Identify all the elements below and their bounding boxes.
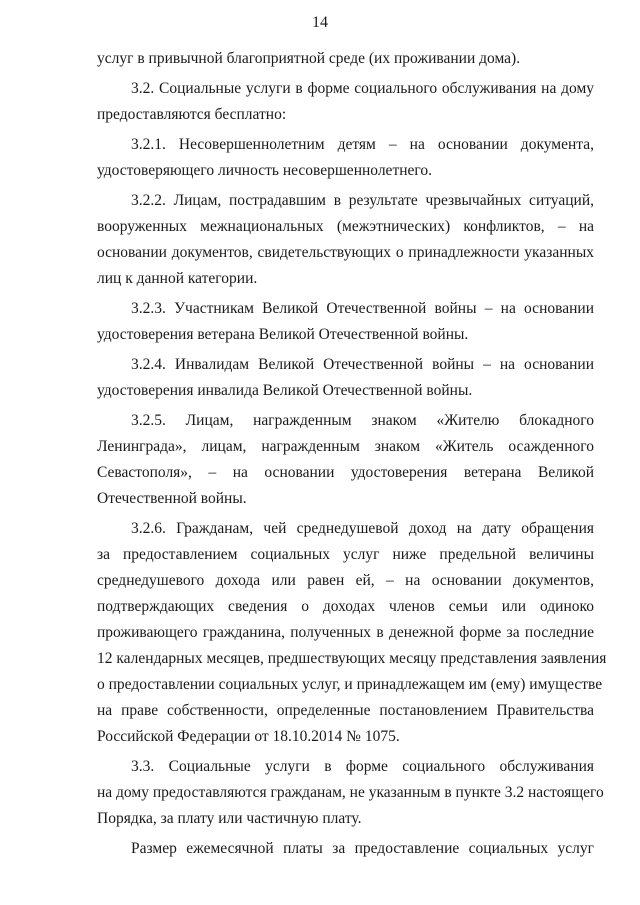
- text-line: удостоверения ветерана Великой Отечественной войны.: [97, 326, 469, 343]
- text-line: Ленинграда», лицам, награжденным знаком «Житель осажденного: [97, 438, 594, 455]
- text-line: Отечественной войны.: [97, 490, 247, 507]
- text-line: Севастополя», – на основании удостоверения ветерана Великой: [97, 464, 594, 481]
- paragraph: [97, 296, 594, 348]
- text-line: среднедушевого дохода или равен ей, – на основании документов,: [97, 572, 594, 589]
- paragraph: [97, 76, 594, 128]
- text-line: за предоставлением социальных услуг ниже предельной величины: [97, 546, 594, 563]
- text-line: лиц к данной категории.: [97, 270, 258, 287]
- text-line: 3.2.4. Инвалидам Великой Отечественной войны – на основании: [131, 356, 594, 373]
- text-line: 3.3. Социальные услуги в форме социального обслуживания: [131, 758, 594, 775]
- text-line: 3.2. Социальные услуги в форме социального обслуживания на дому: [131, 80, 594, 97]
- text-line: Российской Федерации от 18.10.2014 № 1075.: [97, 728, 400, 745]
- text-line: на праве собственности, определенные постановлением Правительства: [97, 702, 594, 719]
- paragraph: [97, 188, 594, 292]
- page-number: 14: [312, 14, 328, 31]
- text-line: удостоверяющего личность несовершеннолетнего.: [97, 162, 432, 179]
- text-line: основании документов, свидетельствующих о принадлежности указанных: [97, 244, 594, 261]
- text-line: Порядка, за плату или частичную плату.: [97, 810, 362, 827]
- paragraph: [97, 352, 594, 404]
- text-line: 3.2.6. Гражданам, чей среднедушевой доход на дату обращения: [131, 520, 594, 537]
- text-line: 3.2.1. Несовершеннолетним детям – на основании документа,: [131, 136, 594, 153]
- text-line: предоставляются бесплатно:: [97, 106, 287, 123]
- text-line: на дому предоставляются гражданам, не указанным в пункте 3.2 настоящего: [97, 784, 604, 801]
- paragraph: [97, 132, 594, 184]
- paragraph: [97, 836, 594, 862]
- text-line: услуг в привычной благоприятной среде (их проживании дома).: [97, 50, 521, 67]
- text-line: 3.2.5. Лицам, награжденным знаком «Жителю блокадного: [131, 412, 594, 429]
- text-line: 3.2.3. Участникам Великой Отечественной войны – на основании: [131, 300, 594, 317]
- text-line: подтверждающих сведения о доходах членов семьи или одиноко: [97, 598, 594, 615]
- paragraph: [97, 408, 594, 512]
- text-line: 3.2.2. Лицам, пострадавшим в результате чрезвычайных ситуаций,: [131, 192, 594, 209]
- text-line: Размер ежемесячной платы за предоставление социальных услуг: [131, 840, 594, 857]
- text-line: проживающего гражданина, полученных в денежной форме за последние: [97, 624, 594, 641]
- paragraph: [97, 516, 607, 750]
- document-body: [97, 46, 607, 862]
- text-line: вооруженных межнациональных (межэтнических) конфликтов, – на: [97, 218, 594, 235]
- paragraph: [97, 46, 594, 72]
- text-line: удостоверения инвалида Великой Отечественной войны.: [97, 382, 473, 399]
- text-line: о предоставлении социальных услуг, и принадлежащем им (ему) имуществе: [97, 676, 603, 693]
- text-line: 12 календарных месяцев, предшествующих месяцу представления заявления: [97, 650, 607, 667]
- paragraph: [97, 754, 604, 832]
